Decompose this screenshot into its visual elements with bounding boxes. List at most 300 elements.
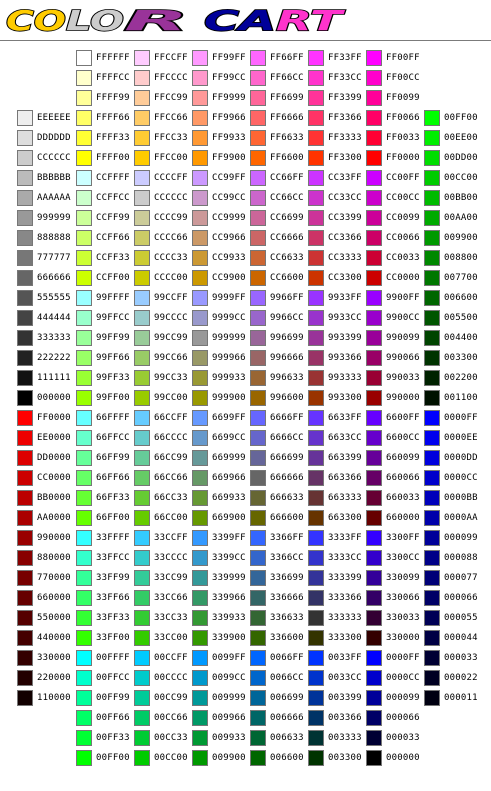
color-swatch (308, 610, 324, 626)
hex-code-label: 333300 (328, 633, 362, 643)
color-swatch (192, 650, 208, 666)
hex-code-label: 000099 (386, 693, 420, 703)
color-swatch (192, 290, 208, 306)
color-swatch (134, 710, 150, 726)
hex-code-label: 669900 (212, 513, 246, 523)
color-swatch (192, 690, 208, 706)
color-swatch (308, 650, 324, 666)
hex-code-label: 002200 (444, 373, 478, 383)
hex-code-label: 000033 (444, 653, 478, 663)
hex-code-label: AA0000 (37, 513, 71, 523)
hex-code-label: 99CC00 (154, 393, 188, 403)
hex-code-label: CC9999 (212, 213, 246, 223)
hex-code-label: FF33CC (328, 73, 362, 83)
color-swatch (17, 290, 33, 306)
hex-code-label: 66FFCC (96, 433, 130, 443)
hex-code-label: 00BB00 (444, 193, 478, 203)
hex-code-label: 330066 (386, 593, 420, 603)
hex-code-label: 33FFFF (96, 533, 130, 543)
hex-code-label: 880000 (37, 553, 71, 563)
color-swatch (424, 450, 440, 466)
hex-code-label: 66FF66 (96, 473, 130, 483)
color-swatch (250, 490, 266, 506)
color-swatch (424, 270, 440, 286)
color-swatch (192, 230, 208, 246)
color-swatch (366, 470, 382, 486)
color-swatch (76, 70, 92, 86)
color-swatch (17, 110, 33, 126)
color-swatch (366, 70, 382, 86)
color-swatch (308, 510, 324, 526)
hex-code-label: CCCCFF (154, 173, 188, 183)
hex-code-label: 3366CC (270, 553, 304, 563)
hex-code-label: 33FF66 (96, 593, 130, 603)
hex-code-label: 330000 (386, 633, 420, 643)
color-swatch (192, 430, 208, 446)
color-swatch (308, 710, 324, 726)
hex-code-label: 9933CC (328, 313, 362, 323)
color-swatch (308, 730, 324, 746)
hex-code-label: 66CC99 (154, 453, 188, 463)
hex-code-label: 66FF99 (96, 453, 130, 463)
color-swatch (308, 50, 324, 66)
hex-code-label: BBBBBB (37, 173, 71, 183)
hex-code-label: 009999 (212, 693, 246, 703)
hex-code-label: 000066 (444, 593, 478, 603)
color-swatch (308, 410, 324, 426)
color-swatch (17, 530, 33, 546)
color-swatch (424, 530, 440, 546)
hex-code-label: FF3333 (328, 133, 362, 143)
color-swatch (424, 190, 440, 206)
color-swatch (250, 270, 266, 286)
hex-code-label: 003300 (444, 353, 478, 363)
color-swatch (192, 730, 208, 746)
color-swatch (17, 370, 33, 386)
hex-code-label: DD0000 (37, 453, 71, 463)
hex-code-label: 33CC99 (154, 573, 188, 583)
color-swatch (76, 270, 92, 286)
hex-code-label: 990033 (386, 373, 420, 383)
hex-code-label: 660000 (386, 513, 420, 523)
hex-code-label: 00CC99 (154, 693, 188, 703)
color-swatch (424, 390, 440, 406)
color-swatch (134, 230, 150, 246)
color-swatch (366, 670, 382, 686)
hex-code-label: 3366FF (270, 533, 304, 543)
color-swatch (76, 330, 92, 346)
hex-code-label: CCCC33 (154, 253, 188, 263)
hex-code-label: 006699 (270, 693, 304, 703)
hex-code-label: FF00FF (386, 53, 420, 63)
hex-code-label: 00CCCC (154, 673, 188, 683)
color-swatch (250, 350, 266, 366)
hex-code-label: 66CC00 (154, 513, 188, 523)
color-swatch (192, 390, 208, 406)
hex-code-label: 00FF33 (96, 733, 130, 743)
color-swatch (308, 450, 324, 466)
color-swatch (308, 150, 324, 166)
color-swatch (250, 730, 266, 746)
hex-code-label: 330099 (386, 573, 420, 583)
color-swatch (308, 670, 324, 686)
hex-code-label: 009900 (444, 233, 478, 243)
color-swatch (308, 390, 324, 406)
color-swatch (76, 710, 92, 726)
hex-code-label: 3399CC (212, 553, 246, 563)
hex-code-label: 000044 (444, 633, 478, 643)
hex-code-label: 005500 (444, 313, 478, 323)
hex-code-label: 33FFCC (96, 553, 130, 563)
color-swatch (192, 70, 208, 86)
color-swatch (192, 570, 208, 586)
hex-code-label: 111111 (37, 373, 71, 383)
color-swatch (134, 470, 150, 486)
color-swatch (76, 610, 92, 626)
color-swatch (76, 190, 92, 206)
color-swatch (308, 190, 324, 206)
color-swatch (366, 530, 382, 546)
color-swatch (134, 430, 150, 446)
hex-code-label: 0099CC (212, 673, 246, 683)
hex-code-label: CCFF99 (96, 213, 130, 223)
hex-code-label: 000033 (386, 733, 420, 743)
hex-code-label: FFCC66 (154, 113, 188, 123)
hex-code-label: 993333 (328, 373, 362, 383)
color-swatch (308, 110, 324, 126)
hex-code-label: 99CC99 (154, 333, 188, 343)
color-swatch (250, 550, 266, 566)
hex-code-label: FF66FF (270, 53, 304, 63)
color-swatch (192, 110, 208, 126)
color-swatch (134, 410, 150, 426)
hex-code-label: 99FF99 (96, 333, 130, 343)
hex-code-label: CC66CC (270, 193, 304, 203)
color-swatch (17, 550, 33, 566)
color-swatch (134, 210, 150, 226)
color-swatch (134, 190, 150, 206)
color-swatch (134, 350, 150, 366)
color-swatch (192, 170, 208, 186)
hex-code-label: FF6600 (270, 153, 304, 163)
color-swatch (192, 470, 208, 486)
hex-code-label: 666666 (37, 273, 71, 283)
hex-code-label: FF9933 (212, 133, 246, 143)
hex-code-label: CC9966 (212, 233, 246, 243)
color-swatch (192, 510, 208, 526)
hex-code-label: 333333 (37, 333, 71, 343)
hex-code-label: 00FF00 (96, 753, 130, 763)
color-swatch (424, 290, 440, 306)
color-swatch (192, 530, 208, 546)
color-swatch (308, 350, 324, 366)
hex-code-label: 339966 (212, 593, 246, 603)
color-swatch (76, 670, 92, 686)
hex-code-label: 996633 (270, 373, 304, 383)
hex-code-label: 33CC33 (154, 613, 188, 623)
hex-code-label: 006633 (270, 733, 304, 743)
hex-code-label: 555555 (37, 293, 71, 303)
hex-code-label: 333366 (328, 593, 362, 603)
color-swatch (424, 630, 440, 646)
color-swatch (250, 250, 266, 266)
hex-code-label: 6633FF (328, 413, 362, 423)
color-swatch (17, 630, 33, 646)
hex-code-label: 6633CC (328, 433, 362, 443)
hex-code-label: FFFF00 (96, 153, 130, 163)
color-swatch (308, 230, 324, 246)
color-swatch (76, 410, 92, 426)
hex-code-label: FFFF99 (96, 93, 130, 103)
color-swatch (134, 310, 150, 326)
hex-code-label: CC6600 (270, 273, 304, 283)
color-swatch (424, 570, 440, 586)
color-swatch (76, 370, 92, 386)
hex-code-label: FF0000 (37, 413, 71, 423)
hex-code-label: 110000 (37, 693, 71, 703)
hex-code-label: 993366 (328, 353, 362, 363)
color-swatch (134, 550, 150, 566)
hex-code-label: 66CCCC (154, 433, 188, 443)
hex-code-label: 0099FF (212, 653, 246, 663)
hex-code-label: 66FF00 (96, 513, 130, 523)
color-swatch (76, 170, 92, 186)
hex-code-label: 330033 (386, 613, 420, 623)
hex-code-label: 993399 (328, 333, 362, 343)
hex-code-label: 008800 (444, 253, 478, 263)
color-swatch (17, 390, 33, 406)
color-swatch (424, 110, 440, 126)
color-swatch (250, 530, 266, 546)
hex-code-label: 666600 (270, 513, 304, 523)
hex-code-label: 33FF00 (96, 633, 130, 643)
hex-code-label: 0066CC (270, 673, 304, 683)
color-swatch (17, 670, 33, 686)
color-swatch (250, 750, 266, 766)
hex-code-label: 003300 (328, 753, 362, 763)
title-letter-ca: CA (204, 4, 276, 37)
hex-code-label: 004400 (444, 333, 478, 343)
hex-code-label: 66FF33 (96, 493, 130, 503)
hex-code-label: FF0000 (386, 153, 420, 163)
color-swatch (366, 410, 382, 426)
hex-code-label: 00CC66 (154, 713, 188, 723)
color-swatch (134, 390, 150, 406)
hex-code-label: 996600 (270, 393, 304, 403)
hex-code-label: 0000BB (444, 493, 478, 503)
color-swatch (250, 170, 266, 186)
hex-code-label: 9966CC (270, 313, 304, 323)
color-swatch (134, 750, 150, 766)
color-swatch (250, 510, 266, 526)
color-swatch (17, 610, 33, 626)
color-swatch (366, 450, 382, 466)
hex-code-label: CC3366 (328, 233, 362, 243)
hex-code-label: 000011 (444, 693, 478, 703)
color-swatch (308, 210, 324, 226)
color-swatch (134, 270, 150, 286)
color-swatch (366, 730, 382, 746)
title-letter-r: R (124, 4, 188, 37)
hex-code-label: FFCC99 (154, 93, 188, 103)
hex-code-label: FF33FF (328, 53, 362, 63)
hex-code-label: 000077 (444, 573, 478, 583)
hex-code-label: 993300 (328, 393, 362, 403)
hex-code-label: CCFFCC (96, 193, 130, 203)
color-swatch (17, 650, 33, 666)
color-swatch (308, 370, 324, 386)
hex-code-label: 999933 (212, 373, 246, 383)
color-swatch (366, 230, 382, 246)
hex-code-label: 009966 (212, 713, 246, 723)
color-swatch (308, 250, 324, 266)
color-swatch (192, 210, 208, 226)
color-swatch (134, 570, 150, 586)
hex-code-label: CCFF66 (96, 233, 130, 243)
hex-code-label: CC0000 (386, 273, 420, 283)
color-swatch (76, 90, 92, 106)
hex-code-label: FFFFFF (96, 53, 130, 63)
hex-code-label: 330000 (37, 653, 71, 663)
color-swatch (192, 450, 208, 466)
hex-code-label: 33CCFF (154, 533, 188, 543)
hex-code-label: 00CC33 (154, 733, 188, 743)
hex-code-label: FF00CC (386, 73, 420, 83)
hex-code-label: CC99FF (212, 173, 246, 183)
color-swatch (192, 190, 208, 206)
hex-code-label: 6699FF (212, 413, 246, 423)
hex-code-label: 990000 (386, 393, 420, 403)
title-letter-c1: CO (6, 4, 66, 37)
color-swatch (250, 210, 266, 226)
color-swatch (192, 90, 208, 106)
color-swatch (134, 110, 150, 126)
hex-code-label: CCCC99 (154, 213, 188, 223)
color-swatch (192, 350, 208, 366)
color-swatch (250, 390, 266, 406)
hex-code-label: 003366 (328, 713, 362, 723)
color-swatch (366, 250, 382, 266)
color-swatch (250, 710, 266, 726)
color-swatch (134, 730, 150, 746)
color-swatch (308, 330, 324, 346)
color-swatch (366, 110, 382, 126)
color-swatch (366, 550, 382, 566)
color-swatch (424, 550, 440, 566)
color-swatch (134, 130, 150, 146)
color-swatch (17, 470, 33, 486)
hex-code-label: 99FFCC (96, 313, 130, 323)
color-swatch (134, 50, 150, 66)
color-swatch (424, 350, 440, 366)
color-swatch (76, 350, 92, 366)
color-swatch (424, 150, 440, 166)
color-swatch (250, 630, 266, 646)
color-swatch (308, 270, 324, 286)
color-swatch (424, 610, 440, 626)
hex-code-label: 6699CC (212, 433, 246, 443)
hex-code-label: 6666FF (270, 413, 304, 423)
hex-code-label: BB0000 (37, 493, 71, 503)
hex-code-label: 0000FF (444, 413, 478, 423)
color-swatch (76, 130, 92, 146)
hex-code-label: 339933 (212, 613, 246, 623)
hex-code-label: FF3300 (328, 153, 362, 163)
color-swatch (366, 690, 382, 706)
color-swatch (134, 630, 150, 646)
color-swatch (250, 90, 266, 106)
hex-code-label: FF9999 (212, 93, 246, 103)
hex-code-label: 66CC33 (154, 493, 188, 503)
color-swatch (134, 290, 150, 306)
color-swatch (134, 530, 150, 546)
hex-code-label: 006666 (270, 713, 304, 723)
color-swatch (366, 490, 382, 506)
hex-code-label: 222222 (37, 353, 71, 363)
color-swatch (250, 570, 266, 586)
color-swatch (424, 670, 440, 686)
hex-code-label: FF3366 (328, 113, 362, 123)
hex-code-label: CC66FF (270, 173, 304, 183)
hex-code-label: 6600FF (386, 413, 420, 423)
hex-code-label: 669966 (212, 473, 246, 483)
color-swatch (250, 110, 266, 126)
hex-code-label: EE0000 (37, 433, 71, 443)
color-swatch (366, 50, 382, 66)
hex-code-label: CC6699 (270, 213, 304, 223)
color-swatch (250, 470, 266, 486)
hex-code-label: FF99CC (212, 73, 246, 83)
hex-code-label: 0000FF (386, 653, 420, 663)
color-swatch (366, 630, 382, 646)
color-swatch (366, 510, 382, 526)
color-swatch (424, 690, 440, 706)
color-swatch (250, 670, 266, 686)
hex-code-label: 669933 (212, 493, 246, 503)
color-swatch (366, 170, 382, 186)
hex-code-label: CC3300 (328, 273, 362, 283)
hex-code-label: 009933 (212, 733, 246, 743)
color-swatch (17, 510, 33, 526)
color-swatch (17, 190, 33, 206)
color-swatch (424, 470, 440, 486)
color-swatch (17, 330, 33, 346)
hex-code-label: 660000 (37, 593, 71, 603)
color-swatch (366, 370, 382, 386)
color-swatch (134, 90, 150, 106)
color-swatch (250, 150, 266, 166)
hex-code-label: 888888 (37, 233, 71, 243)
hex-code-label: CC99CC (212, 193, 246, 203)
hex-code-label: 33FF99 (96, 573, 130, 583)
hex-code-label: FF0033 (386, 133, 420, 143)
hex-code-label: 9933FF (328, 293, 362, 303)
hex-code-label: 990099 (386, 333, 420, 343)
color-swatch (308, 630, 324, 646)
color-swatch (250, 690, 266, 706)
hex-code-label: AAAAAA (37, 193, 71, 203)
color-swatch (424, 510, 440, 526)
hex-code-label: 339999 (212, 573, 246, 583)
hex-code-label: CCCCCC (154, 193, 188, 203)
hex-code-label: 0000AA (444, 513, 478, 523)
color-swatch (308, 430, 324, 446)
color-swatch (76, 250, 92, 266)
hex-code-label: 663366 (328, 473, 362, 483)
color-swatch (76, 490, 92, 506)
hex-code-label: 3300CC (386, 553, 420, 563)
hex-code-label: 660066 (386, 473, 420, 483)
